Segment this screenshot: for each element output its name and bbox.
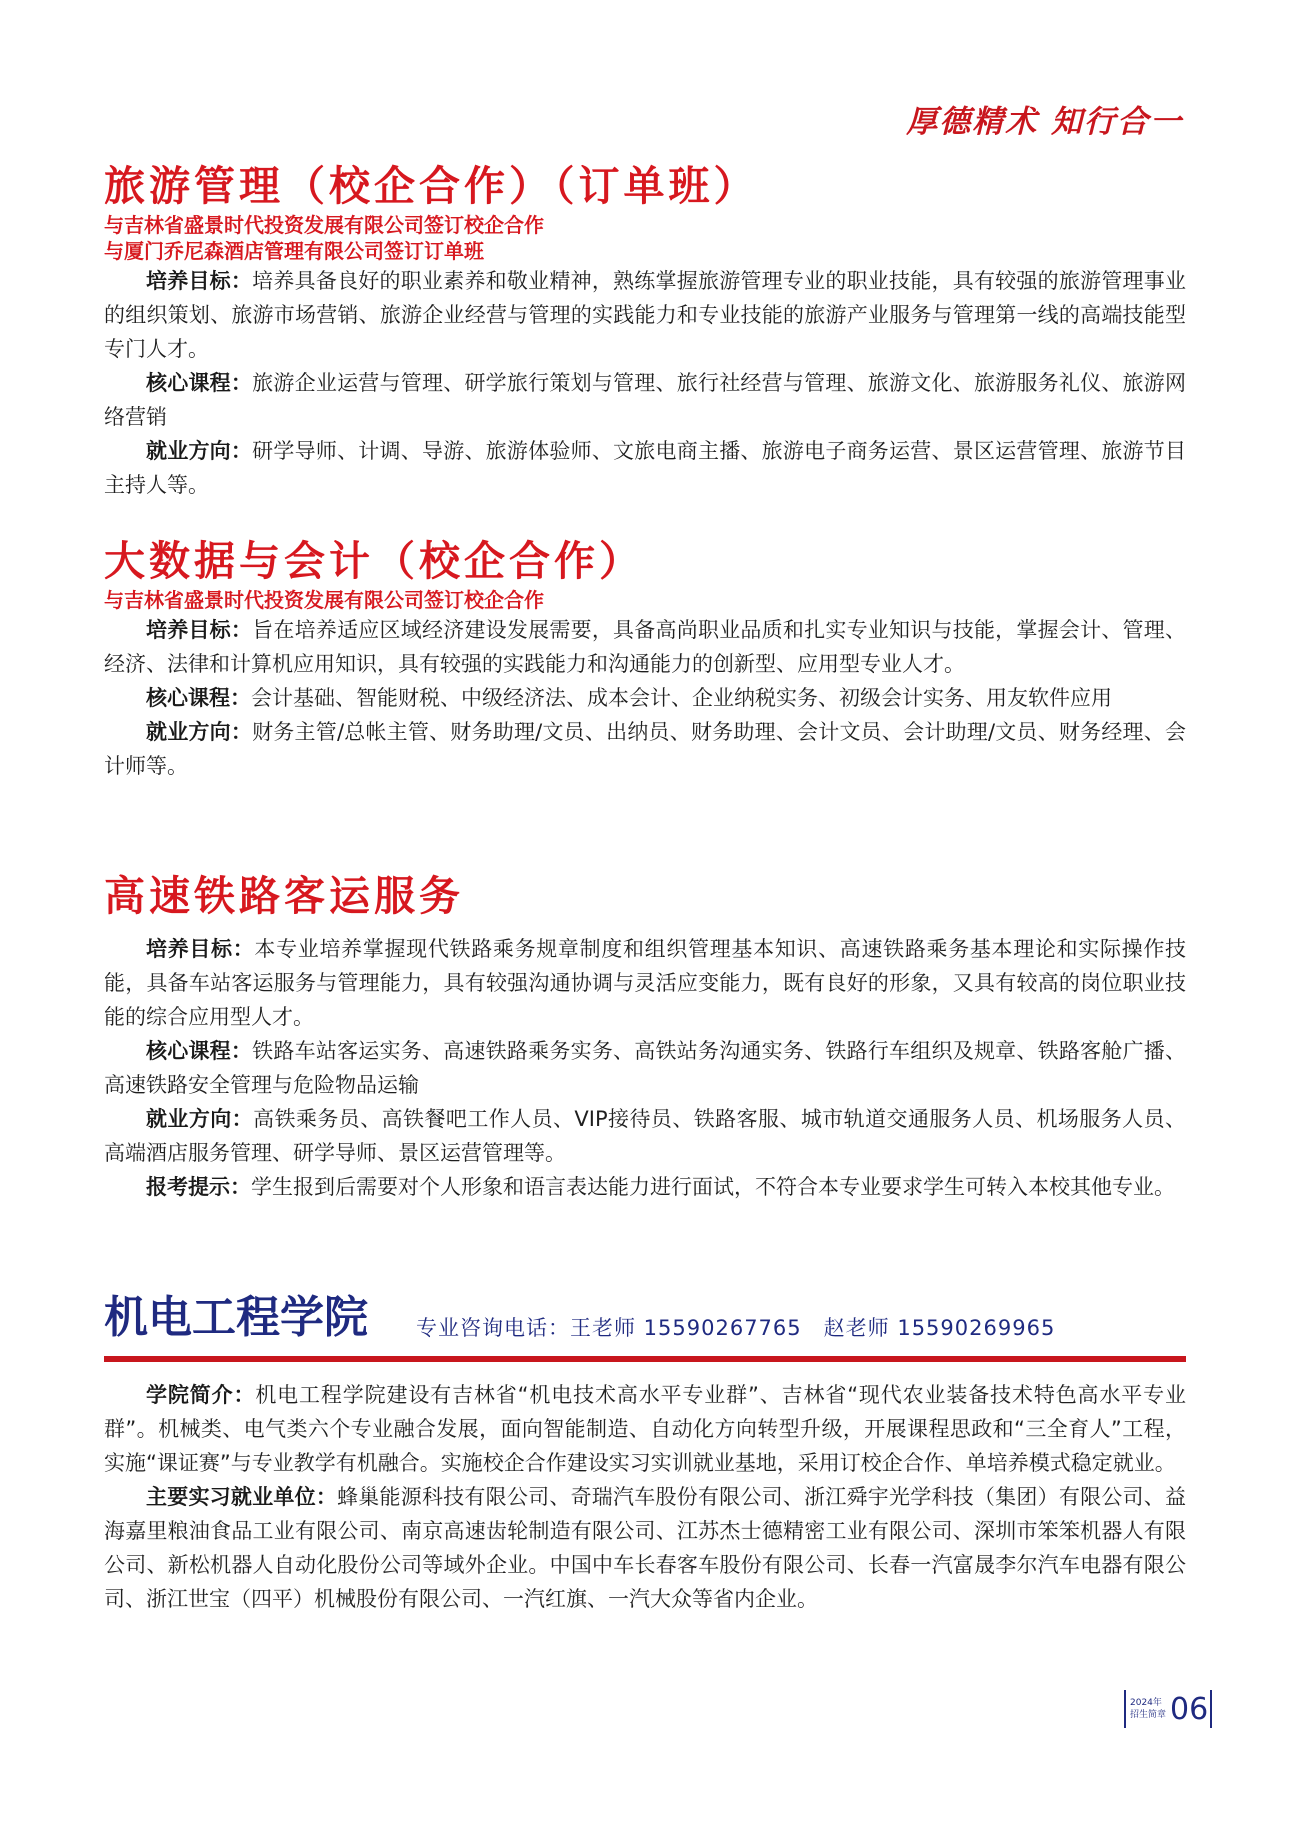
section-tourism (104, 160, 1186, 502)
footer-divider (1124, 1690, 1126, 1728)
label: 培养目标： (146, 937, 255, 961)
career-paragraph (104, 434, 1186, 502)
goal-paragraph (104, 264, 1186, 366)
text: 旅游企业运营与管理、研学旅行策划与管理、旅行社经营与管理、旅游文化、旅游服务礼仪、旅游网络营销 (104, 371, 1187, 429)
college-header (104, 1290, 1186, 1346)
contact-phones (416, 1312, 1055, 1342)
text: 学生报到后需要对个人形象和语言表达能力进行面试，不符合本专业要求学生可转入本校其他专业。 (251, 1175, 1175, 1199)
application-tip-paragraph (104, 1170, 1186, 1204)
goal-paragraph (104, 613, 1186, 681)
contact-zhao: 赵老师 15590269965 (823, 1316, 1056, 1340)
footer-year: 2024年 (1130, 1698, 1162, 1708)
label: 就业方向： (146, 439, 253, 463)
text: 财务主管/总帐主管、财务助理/文员、出纳员、财务助理、会计文员、会计助理/文员、财务经理、会计师等。 (104, 720, 1186, 778)
goal-paragraph (104, 932, 1186, 1034)
section-title: 高速铁路客运服务 (104, 872, 464, 920)
text: 本专业培养掌握现代铁路乘务规章制度和组织管理基本知识、高速铁路乘务基本理论和实际操作技能，具备车站客运服务与管理能力，具有较强沟通协调与灵活应变能力，既有良好的形象，又具有较高的岗位职业技能的综合应用型人才。 (104, 937, 1186, 1029)
text: 铁路车站客运实务、高速铁路乘务实务、高铁站务沟通实务、铁路行车组织及规章、铁路客舱广播、高速铁路安全管理与危险物品运输 (104, 1039, 1187, 1097)
footer-brochure: 招生简章 (1130, 1710, 1167, 1720)
label: 就业方向： (146, 1107, 254, 1131)
career-paragraph (104, 1102, 1186, 1170)
label: 培养目标： (146, 269, 253, 293)
section-title: 大数据与会计（校企合作） (104, 537, 644, 585)
label: 培养目标： (146, 618, 253, 642)
section-title: 旅游管理（校企合作）（订单班） (104, 162, 759, 210)
text: 旨在培养适应区域经济建设发展需要，具备高尚职业品质和扎实专业知识与技能，掌握会计、管理、经济、法律和计算机应用知识，具有较强的实践能力和沟通能力的创新型、应用型专业人才。 (104, 618, 1187, 676)
section-accounting (104, 535, 1186, 783)
label: 核心课程： (146, 686, 251, 710)
label: 学院简介： (146, 1383, 256, 1407)
text: 高铁乘务员、高铁餐吧工作人员、VIP接待员、铁路客服、城市轨道交通服务人员、机场服务人员、高端酒店服务管理、研学导师、景区运营管理等。 (104, 1107, 1186, 1165)
coop-line: 与吉林省盛景时代投资发展有限公司签订校企合作 (104, 588, 544, 612)
label: 主要实习就业单位： (146, 1485, 338, 1509)
page-number: 06 (1170, 1691, 1209, 1727)
contact-wang: 王老师 15590267765 (570, 1316, 802, 1340)
courses-paragraph (104, 681, 1186, 715)
label: 核心课程： (146, 1039, 253, 1063)
page-footer (1124, 1690, 1212, 1728)
college-block (104, 1290, 1186, 1616)
section-railway (104, 870, 1186, 1204)
text: 培养具备良好的职业素养和敬业精神，熟练掌握旅游管理专业的职业技能，具有较强的旅游管理事业的组织策划、旅游市场营销、旅游企业经营与管理的实践能力和专业技能的旅游产业服务与管理第一线的高端技能型专门人才。 (104, 269, 1187, 361)
contact-prefix: 专业咨询电话： (416, 1316, 570, 1340)
label: 就业方向： (146, 720, 253, 744)
footer-divider (1210, 1690, 1212, 1728)
coop-line: 与厦门乔尼森酒店管理有限公司签订订单班 (104, 239, 484, 263)
footer-caption (1130, 1697, 1166, 1721)
label: 核心课程： (146, 371, 253, 395)
label: 报考提示： (146, 1175, 251, 1199)
motto: 厚德精术 知行合一 (906, 104, 1183, 140)
coop-line: 与吉林省盛景时代投资发展有限公司签订校企合作 (104, 213, 544, 237)
employer-paragraph (104, 1480, 1186, 1616)
text: 机电工程学院建设有吉林省“机电技术高水平专业群”、吉林省“现代农业装备技术特色高水平专业群”。机械类、电气类六个专业融合发展，面向智能制造、自动化方向转型升级，开展课程思政和“三全育人”工程，实施“课证赛”与专业教学有机融合。实施校企合作建设实习实训就业基地，采用订校企合作、单培养模式稳定就业。 (104, 1383, 1186, 1475)
text: 研学导师、计调、导游、旅游体验师、文旅电商主播、旅游电子商务运营、景区运营管理、旅游节目主持人等。 (104, 439, 1187, 497)
college-intro-paragraph (104, 1378, 1186, 1480)
text: 蜂巢能源科技有限公司、奇瑞汽车股份有限公司、浙江舜宇光学科技（集团）有限公司、益海嘉里粮油食品工业有限公司、南京高速齿轮制造有限公司、江苏杰士德精密工业有限公司、深圳市笨笨机器人有限公司、新松机器人自动化股份公司等域外企业。中国中车长春客车股份有限公司、长春一汽富晟李尔汽车电器有限公司、浙江世宝（四平）机械股份有限公司、一汽红旗、一汽大众等省内企业。 (104, 1485, 1186, 1611)
text: 会计基础、智能财税、中级经济法、成本会计、企业纳税实务、初级会计实务、用友软件应用 (251, 686, 1112, 710)
career-paragraph (104, 715, 1186, 783)
courses-paragraph (104, 1034, 1186, 1102)
courses-paragraph (104, 366, 1186, 434)
college-title: 机电工程学院 (104, 1292, 368, 1343)
